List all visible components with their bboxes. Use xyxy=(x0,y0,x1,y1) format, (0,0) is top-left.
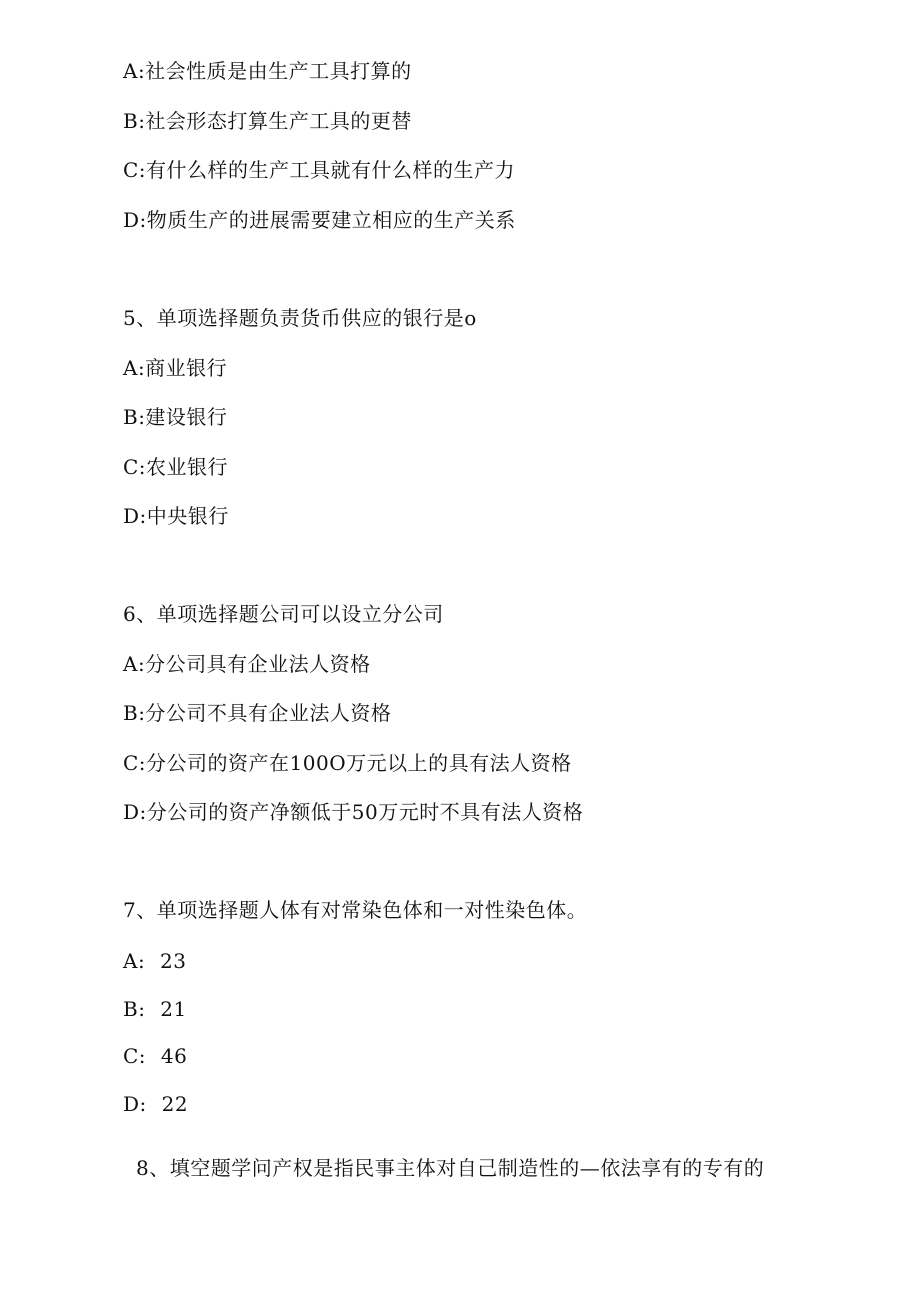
q4-option-d: D:物质生产的进展需要建立相应的生产关系 xyxy=(123,208,516,232)
q6-option-d: D:分公司的资产净额低于50万元时不具有法人资格 xyxy=(123,800,584,824)
q5-option-b: B:建设银行 xyxy=(123,405,228,429)
q6-question: 6、单项选择题公司可以设立分公司 xyxy=(123,602,444,626)
q6-option-a: A:分公司具有企业法人资格 xyxy=(123,652,371,676)
q7-option-c: C: 46 xyxy=(123,1044,188,1068)
q7-question: 7、单项选择题人体有对常染色体和一对性染色体。 xyxy=(123,898,588,922)
q6-option-b: B:分公司不具有企业法人资格 xyxy=(123,701,392,725)
q4-option-c: C:有什么样的生产工具就有什么样的生产力 xyxy=(123,158,516,182)
q5-question: 5、单项选择题负责货币供应的银行是o xyxy=(123,306,477,330)
q5-option-c: C:农业银行 xyxy=(123,455,229,479)
q5-option-d: D:中央银行 xyxy=(123,504,229,528)
q7-option-a: A: 23 xyxy=(123,949,187,973)
q4-option-a: A:社会性质是由生产工具打算的 xyxy=(123,59,412,83)
q6-option-c: C:分公司的资产在100O万元以上的具有法人资格 xyxy=(123,751,572,775)
q5-option-a: A:商业银行 xyxy=(123,356,228,380)
q4-option-b: B:社会形态打算生产工具的更替 xyxy=(123,109,412,133)
q8-question: 8、填空题学问产权是指民事主体对自己制造性的—依法享有的专有的 xyxy=(136,1156,765,1180)
q7-option-b: B: 21 xyxy=(123,997,187,1021)
q7-option-d: D: 22 xyxy=(123,1092,189,1116)
